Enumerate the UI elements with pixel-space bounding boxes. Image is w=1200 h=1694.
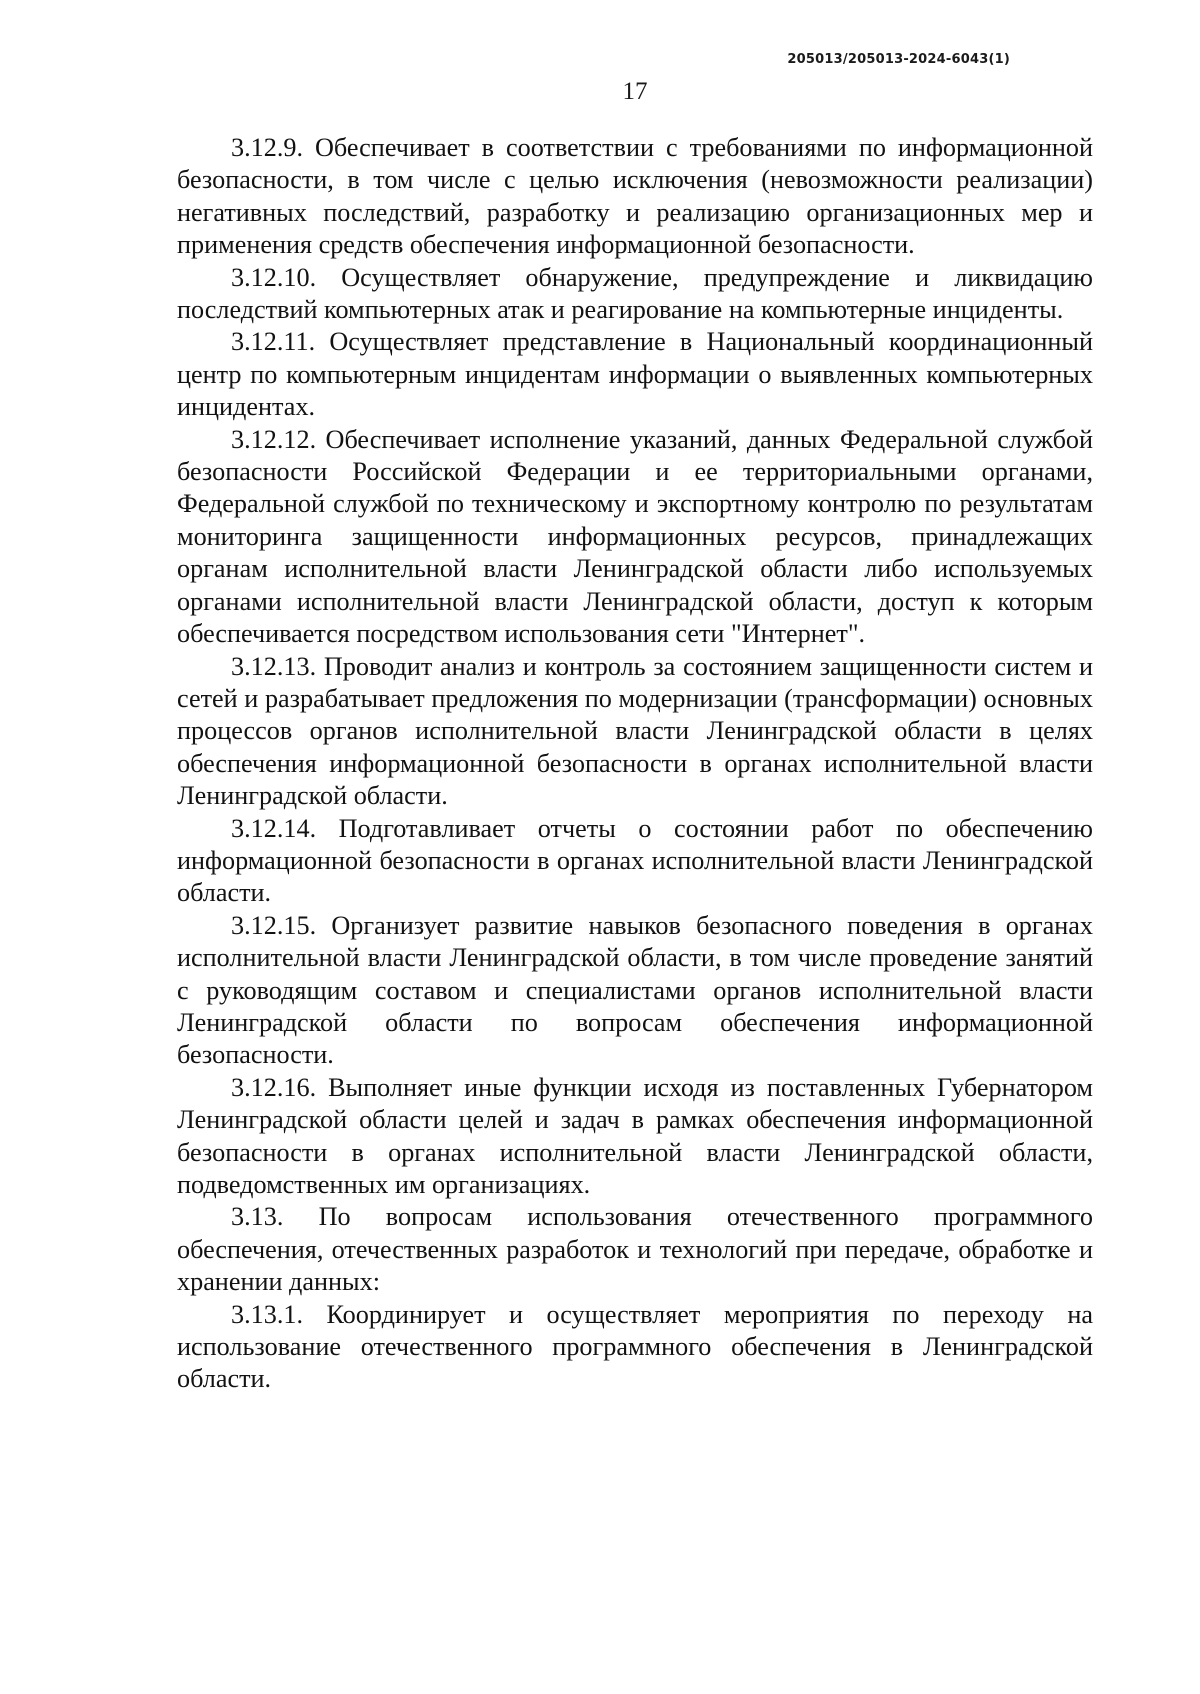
paragraph-3-12-16: 3.12.16. Выполняет иные функции исходя из поставленных Губернатором Ленинградской области целей и задач в рамках обеспечения информационной безопасности в органах исполнительной власти Ленинградской области, подведомственных им организациях. [177, 1072, 1093, 1199]
document-id: 205013/205013-2024-6043(1) [787, 52, 1010, 67]
paragraph-3-12-11: 3.12.11. Осуществляет представление в Национальный координационный центр по компьютерным инцидентам информации о выявленных компьютерных инцидентах. [177, 327, 1093, 422]
paragraph-3-12-14: 3.12.14. Подготавливает отчеты о состоянии работ по обеспечению информационной безопасности в органах исполнительной власти Ленинградской области. [177, 813, 1093, 908]
paragraph-3-12-15: 3.12.15. Организует развитие навыков безопасного поведения в органах исполнительной власти Ленинградской области, в том числе проведение занятий с руководящим составом и специалистами органов исполнительной власти Ленинградской области по вопросам обеспечения информационной безопасности. [177, 910, 1093, 1070]
page-number: 17 [622, 78, 648, 105]
document-body [177, 132, 1093, 1396]
paragraph-3-13: 3.13. По вопросам использования отечественного программного обеспечения, отечественных разработок и технологий при передаче, обработке и хранении данных: [177, 1202, 1093, 1297]
paragraph-3-12-10: 3.12.10. Осуществляет обнаружение, предупреждение и ликвидацию последствий компьютерных атак и реагирование на компьютерные инциденты. [177, 262, 1093, 325]
paragraph-3-12-9: 3.12.9. Обеспечивает в соответствии с требованиями по информационной безопасности, в том числе с целью исключения (невозможности реализации) негативных последствий, разработку и реализацию организационных мер и применения средств обеспечения информационной безопасности. [177, 133, 1093, 260]
paragraph-3-13-1: 3.13.1. Координирует и осуществляет мероприятия по переходу на использование отечественного программного обеспечения в Ленинградской области. [177, 1299, 1093, 1394]
paragraph-3-12-12: 3.12.12. Обеспечивает исполнение указаний, данных Федеральной службой безопасности Российской Федерации и ее территориальными органами, Федеральной службой по техническому и экспортному контролю по результатам мониторинга защищенности информационных ресурсов, принадлежащих органам исполнительной власти Ленинградской области либо используемых органами исполнительной власти Ленинградской области, доступ к которым обеспечивается посредством использования сети "Интернет". [177, 424, 1093, 649]
paragraph-3-12-13: 3.12.13. Проводит анализ и контроль за состоянием защищенности систем и сетей и разрабатывает предложения по модернизации (трансформации) основных процессов органов исполнительной власти Ленинградской области в целях обеспечения информационной безопасности в органах исполнительной власти Ленинградской области. [177, 651, 1093, 811]
